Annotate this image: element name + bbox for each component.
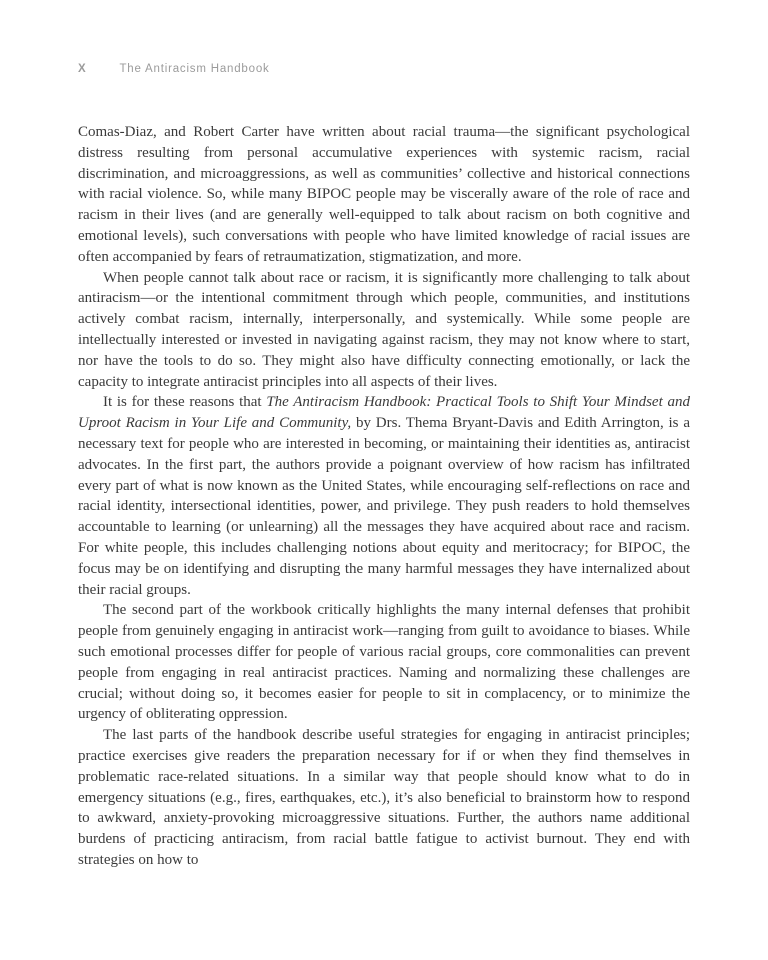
paragraph-4: The second part of the workbook critically highlights the many internal defenses that prohibit people from genuinely engaging in antiracist work—ranging from guilt to avoidance to biases. While such emotional processes differ for people of various racial groups, core commonalities can prevent people from engaging in real antiracist practices. Naming and normalizing these challenges are crucial; without doing so, it becomes easier for people to sit in complacency, or to minimize the urgency of obliterating oppression. [78,602,690,723]
paragraph-2: When people cannot talk about race or racism, it is significantly more challenging to talk about antiracism—or the intentional commitment through which people, communities, and institutions actively combat racism, internally, interpersonally, and systemically. While some people are intellectually interested or invested in navigating against racism, they may not know where to start, nor have the tools to do so. They might also have difficulty connecting emotionally, or lack the capacity to integrate antiracist principles into all aspects of their lives. [78,269,690,390]
paragraph-5: The last parts of the handbook describe useful strategies for engaging in antiracist principles; practice exercises give readers the preparation necessary for if or when they find themselves in problematic race-related situations. In a similar way that people should know what to do in emergency situations (e.g., fires, earthquakes, etc.), it’s also beneficial to brainstorm how to respond to awkward, anxiety-provoking microaggressive situations. Further, the authors name additional burdens of practicing antiracism, from racial battle fatigue to activist burnout. They end with strategies on how to [78,727,690,868]
paragraph-1: Comas-Diaz, and Robert Carter have written about racial trauma—the significant psychological distress resulting from personal accumulative experiences with systemic racism, racial discrimination, and microaggressions, as well as communities’ collective and historical connections with racial violence. So, while many BIPOC people may be viscerally aware of the role of race and racism in their lives (and are generally well-equipped to talk about racism on both cognitive and emotional levels), such conversations with people who have limited knowledge of racial issues are often accompanied by fears of retraumatization, stigmatization, and more. [78,124,690,265]
page-number: X [78,63,87,75]
running-head-title: The Antiracism Handbook [119,63,270,75]
page-header [78,63,270,75]
paragraph-3-lead: It is for these reasons that [103,394,267,411]
page-body-text [78,122,690,871]
book-title-italic: The Antiracism Handbook: Practical Tools to Shift Your Mindset and Uproot Racism in Your Life and Community, [78,394,690,432]
paragraph-3 [78,392,690,600]
paragraph-3-rest: by Drs. Thema Bryant-Davis and Edith Arrington, is a necessary text for people who are interested in becoming, or maintaining their identities as, antiracist advocates. In the first part, the authors provide a poignant overview of how racism has infiltrated every part of what is now known as the United States, while encouraging self-reflections on race and racial identity, intersectional identities, power, and privilege. They push readers to hold themselves accountable to learning (or unlearning) all the messages they have acquired about race and racism. For white people, this includes challenging notions about equity and meritocracy; for BIPOC, the focus may be on identifying and disrupting the many harmful messages they have internalized about their racial groups. [78,415,690,598]
